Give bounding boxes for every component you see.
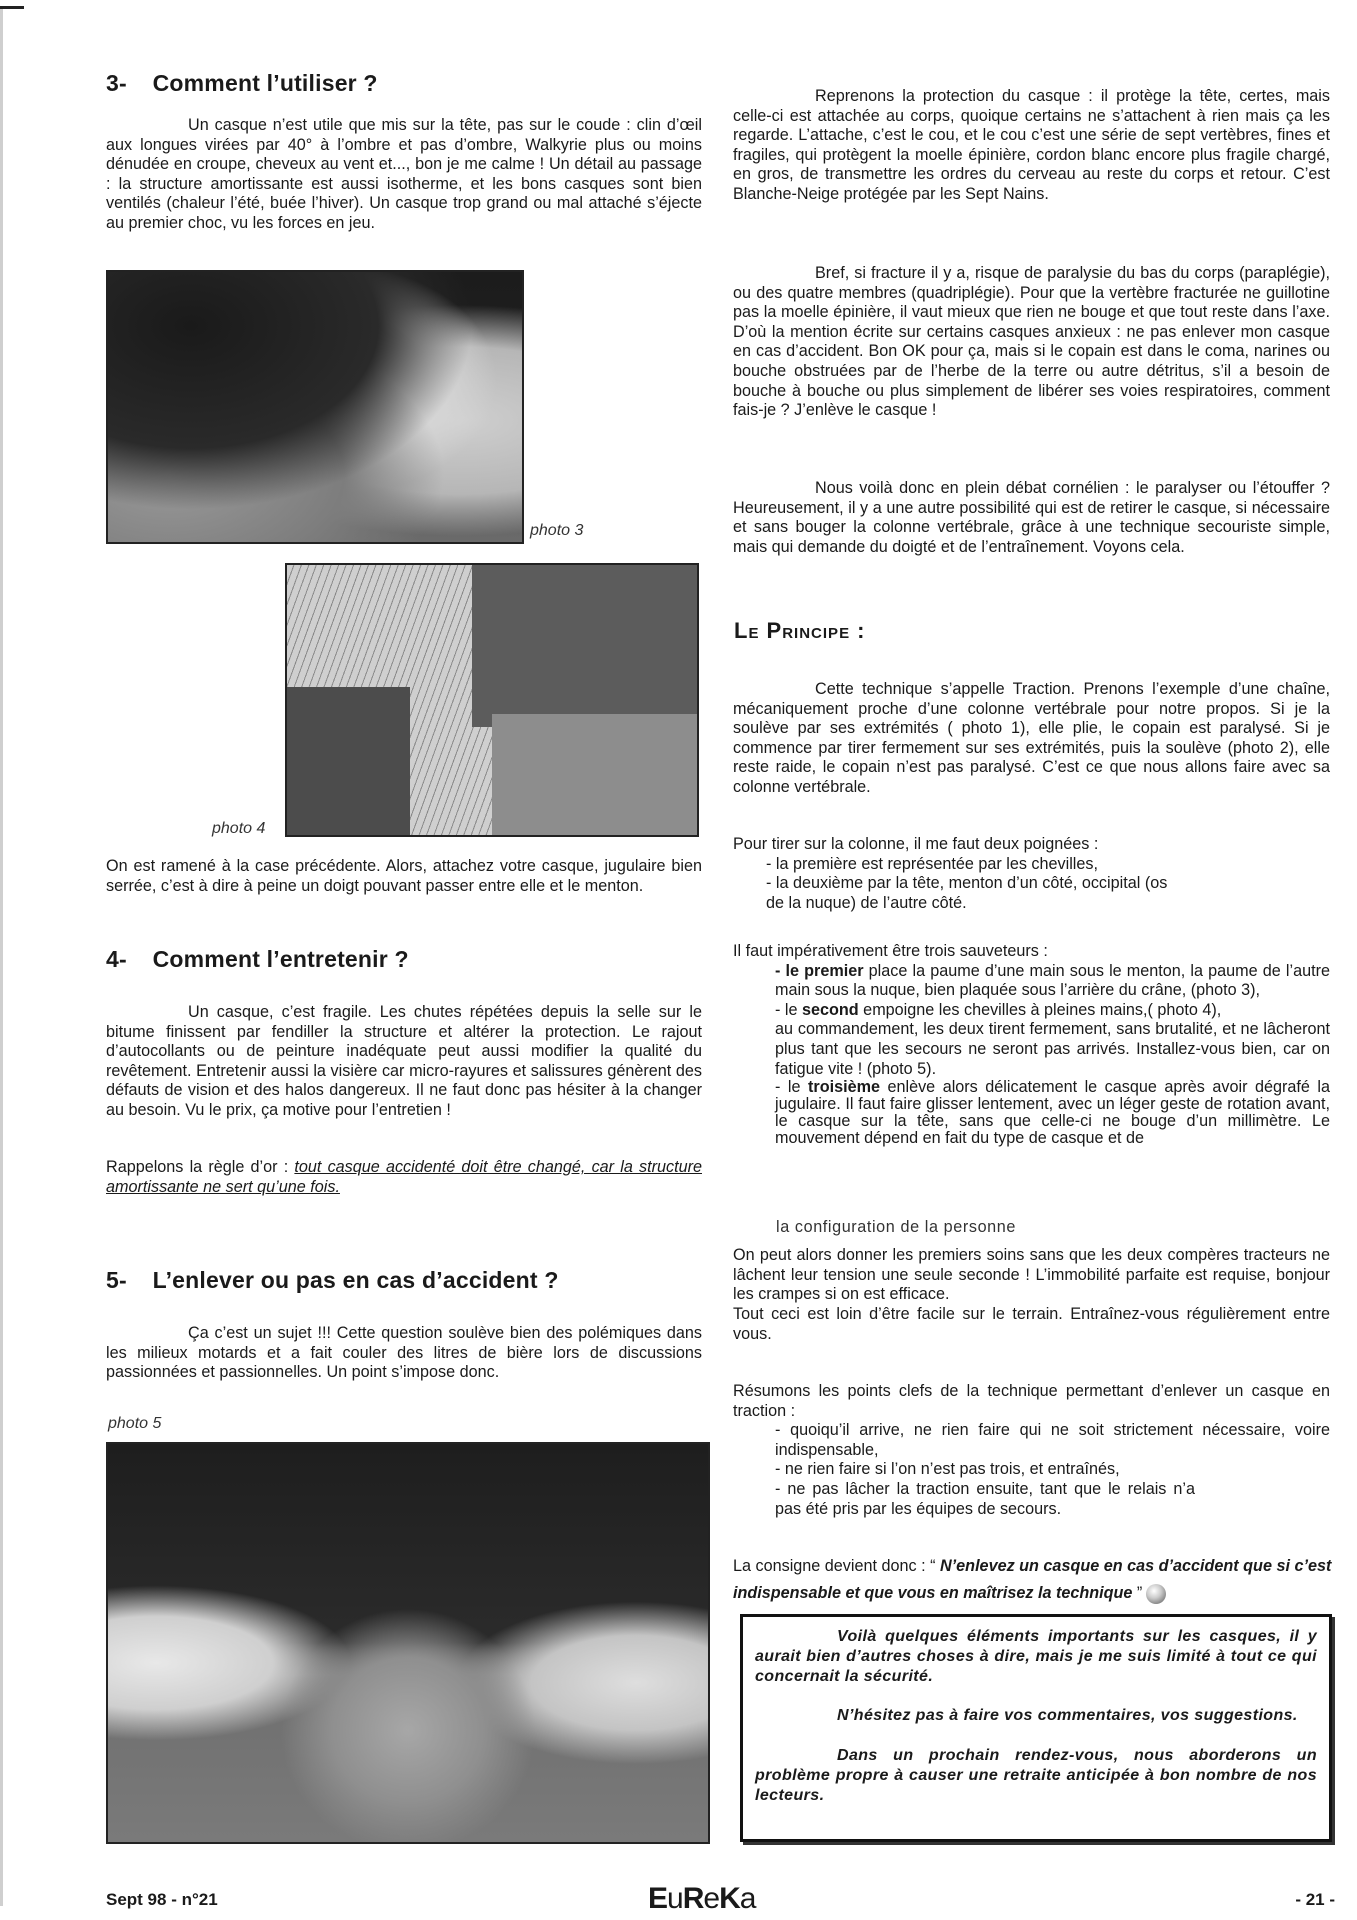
list-item-second-more: au commandement, les deux tirent fermement, sans brutalité, et ne lâcheront plus tant que les secours ne seront pas arrivés. Installez-vous bien, car on fatigue vite ! (photo 5). — [775, 1020, 1330, 1078]
right-paragraph-6: Tout ceci est loin d’être facile sur le terrain. Entraînez-vous régulièrement entre vous. — [733, 1305, 1330, 1343]
list-item: - la deuxième par la tête, menton d’un côté, occipital (os de la nuque) de l’autre côté. — [766, 874, 1168, 912]
list-item-first: - le premier place la paume d’une main sous le menton, la paume de l’autre main sous la nuque, bien plaquée sous l’arrière du crâne, (photo 3), — [775, 961, 1330, 1000]
photo-4-image — [285, 563, 699, 837]
section-title: L’enlever ou pas en cas d’accident ? — [152, 1267, 559, 1293]
page-number: - 21 - — [1295, 1890, 1335, 1909]
photo-5-caption: photo 5 — [108, 1415, 162, 1432]
handles-list: Pour tirer sur la colonne, il me faut deux poignées : - la première est représentée par les chevilles, - la deuxième par la tête, menton d’un côté, occipital (os de la nuque) de l’autre côté. — [733, 835, 1330, 913]
right-paragraph-1: Reprenons la protection du casque : il protège la tête, certes, mais celle-ci est attachée au corps, quoique certains ne s’attachent à rien mais ça les regarde. L’attache, c’est le cou, et le cou c’est une série de sept vertèbres, fines et fragiles, qui protègent la moelle épinière, cordon blanc encore plus fragile chargé, en gros, de transmettre les ordres du cerveau au reste du corps et retour. C’est Blanche-Neige protégée par les Sept Nains. — [733, 87, 1330, 203]
photo-4-caption: photo 4 — [212, 820, 266, 837]
section-3-paragraph-2: On est ramené à la case précédente. Alors, attachez votre casque, jugulaire bien serrée, c’est à dire à peine un doigt pouvant passer entre elle et le menton. — [106, 857, 702, 895]
golden-rule-text: tout casque accidenté doit être changé, car la structure amortissante ne sert qu’une fois. — [106, 1158, 702, 1196]
list-item: - la première est représentée par les chevilles, — [766, 854, 1098, 873]
section-title: Comment l’utiliser ? — [152, 70, 378, 96]
section-3-heading — [106, 70, 378, 97]
section-4-paragraph: Un casque, c’est fragile. Les chutes répétées depuis la selle sur le bitume finissent par fendiller la structure et altérer la protection. Le rajout d’autocollants ou de peinture inadéquate peut aussi modifier la qualité du revêtement. Entretenir aussi la visière car micro-rayures et salissures génèrent des défauts de vision et des halos dangereux. Il ne faut donc pas hésiter à la changer au besoin. Vu le prix, ça motive pour l’entretien ! — [106, 1003, 702, 1119]
page-edge — [0, 6, 3, 1906]
photo-5-image — [106, 1442, 710, 1844]
section-3-paragraph: Un casque n’est utile que mis sur la tête, pas sur le coude : clin d’œil aux longues virées par 40° à l’ombre et pas d’ombre, Walkyrie plus ou moins dénudée en croupe, cheveux au vent et..., bon je me calme ! Un détail au passage : la structure amortissante est aussi isotherme, et les bons casques sont bien ventilés (chaleur l’été, buée l’hiver). Un casque trop grand ou mal attaché s’éjecte au premier choc, vu les forces en jeu. — [106, 116, 702, 232]
photo-3-image — [106, 270, 524, 544]
right-paragraph-3: Nous voilà donc en plein débat cornélien : le paralyser ou l’étouffer ? Heureusement, il y a une autre possibilité qui est de retirer le casque, si nécessaire et sans bouger la colonne vertébrale, grâce à une technique secouriste simple, mais qui demande du doigté et de l’entraînement. Voyons cela. — [733, 479, 1330, 556]
section-title: Comment l’entretenir ? — [152, 946, 409, 972]
list-item: - quoiqu’il arrive, ne rien faire qui ne soit strictement nécessaire, voire indispensable, — [775, 1421, 1330, 1459]
summary-list: Résumons les points clefs de la technique permettant d’enlever un casque en traction : - quoiqu’il arrive, ne rien faire qui ne soit strictement nécessaire, voire indispensable, - ne rien faire si l’on n’est pas trois, et entraînés, - ne pas lâcher la traction ensuite, tant que le relais n’a pas été pris par les équipes de secours. — [733, 1382, 1330, 1518]
section-number: 3- — [106, 70, 127, 96]
list-item-second: - le second empoigne les chevilles à pleines mains,( photo 4), — [775, 1000, 1222, 1019]
right-paragraph-5: On peut alors donner les premiers soins sans que les deux compères tracteurs ne lâchent leur tension une seule seconde ! L’immobilité parfaite est requise, bonjour les crampes si on est efficace. — [733, 1246, 1330, 1304]
golden-rule: Rappelons la règle d’or : tout casque accidenté doit être changé, car la structure amortissante ne sert qu’une fois. — [106, 1158, 702, 1196]
globe-icon — [1146, 1584, 1166, 1604]
section-number: 4- — [106, 946, 127, 972]
list-item: - ne pas lâcher la traction ensuite, tant que le relais n’a pas été pris par les équipes de secours. — [775, 1479, 1195, 1518]
section-5-paragraph: Ça c’est un sujet !!! Cette question soulève bien des polémiques dans les milieux motards et a fait couler des litres de bière lors de discussions passionnées et passionnelles. Un point s’impose donc. — [106, 1324, 702, 1382]
rescuers-list: Il faut impérativement être trois sauveteurs : - le premier place la paume d’une main sous le menton, la paume de l’autre main sous la nuque, bien plaquée sous l’arrière du crâne, (photo 3), - le second empoigne les chevilles à pleines mains,( photo 4), au commandement, les deux tirent fermement, sans brutalité, et ne lâcheront plus tant que les secours ne seront pas arrivés. Installez-vous bien, car on fatigue vite ! (photo 5). - le troisième enlève alors délicatement le casque après avoir dégrafé la jugulaire. Il faut faire glisser lentement, avec un léger geste de rotation avant, le casque sur la tête, sans que celle-ci ne bouge d’un millimètre. Le mouvement dépend en fait du type de casque et de — [733, 942, 1330, 1148]
right-paragraph-2: Bref, si fracture il y a, risque de paralysie du bas du corps (paraplégie), ou des quatre membres (quadriplégie). Pour que la vertèbre fracturée ne guillotine pas la moelle épinière, il vaut mieux que rien ne bouge et que tout reste dans l’axe. D’où la mention écrite sur certains casques anxieux : ne pas enlever mon casque en cas d’accident. Bon OK pour ça, mais si le copain est dans le coma, narines ou bouche obstruées par de l’herbe de la terre ou autre détritus, s’il a besoin de bouche à bouche ou plus simplement de libérer ses voies respiratoires, comment fais-je ? J’enlève le casque ! — [733, 264, 1330, 420]
page-corner-mark — [0, 6, 24, 9]
eureka-logo: EuReKa — [648, 1882, 756, 1915]
closing-note-2: N’hésitez pas à faire vos commentaires, vos suggestions. — [837, 1707, 1298, 1725]
consigne-quote: N’enlevez un casque en cas d’accident que si c’est indispensable et que vous en maîtrisez la technique — [733, 1557, 1332, 1602]
section-5-heading — [106, 1267, 559, 1294]
list-item: - ne rien faire si l’on n’est pas trois, et entraînés, — [775, 1460, 1120, 1479]
principle-heading: Le Principe : — [734, 618, 866, 643]
list-item-third: - le troisième enlève alors délicatement le casque après avoir dégrafé la jugulaire. Il faut faire glisser lentement, avec un léger geste de rotation avant, le casque sur la tête, sans que celle-ci ne bouge d’un millimètre. Le mouvement dépend en fait du type de casque et de — [775, 1078, 1330, 1148]
section-number: 5- — [106, 1267, 127, 1293]
issue-label: Sept 98 - n°21 — [106, 1890, 218, 1909]
consigne: La consigne devient donc : “ N’enlevez un casque en cas d’accident que si c’est indispensable et que vous en maîtrisez la technique ” — [733, 1557, 1332, 1602]
closing-note-box — [740, 1614, 1332, 1842]
closing-note-3: Dans un prochain rendez-vous, nous aborderons un problème propre à causer une retraite anticipée à bon nombre de nos lecteurs. — [755, 1747, 1317, 1804]
closing-note-1: Voilà quelques éléments importants sur les casques, il y aurait bien d’autres choses à dire, mais je me suis limité à tout ce qui concernait la sécurité. — [755, 1628, 1317, 1685]
principle-paragraph: Cette technique s’appelle Traction. Prenons l’exemple d’une chaîne, mécaniquement proche d’une colonne vertébrale pour notre propos. Si je la soulève par ses extrémités ( photo 1), elle plie, le copain est paralysé. Si je commence par tirer fermement sur ses extrémités, puis la soulève (photo 2), elle reste raide, le copain n’est pas paralysé. C’est ce que nous allons faire avec sa colonne vertébrale. — [733, 680, 1330, 796]
list-item-third-more: la configuration de la personne — [776, 1218, 1016, 1236]
photo-3-caption: photo 3 — [530, 522, 584, 539]
section-4-heading — [106, 946, 409, 973]
